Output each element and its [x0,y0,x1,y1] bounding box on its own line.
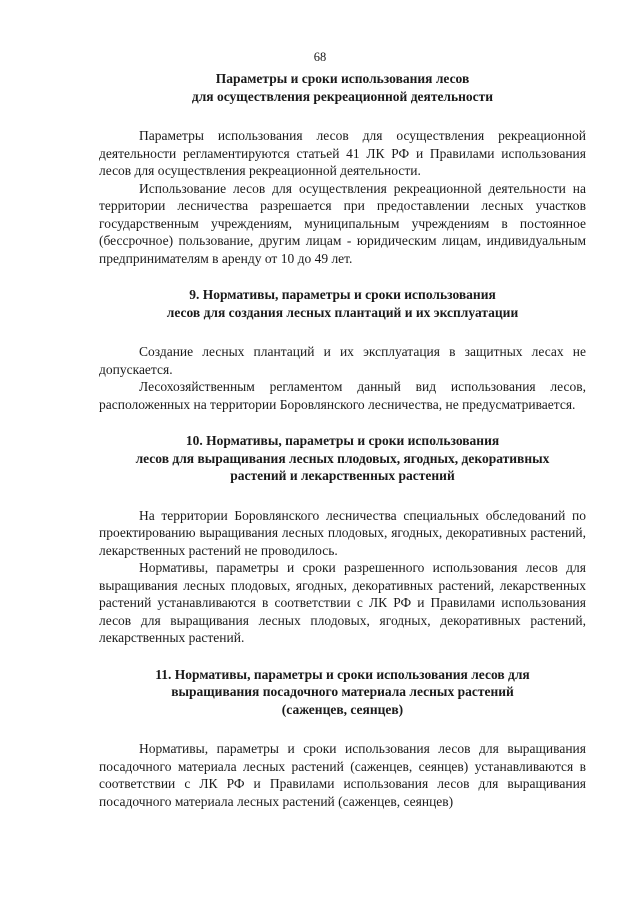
heading-line: лесов для выращивания лесных плодовых, ягодных, декоративных [135,450,550,466]
page-content [99,70,586,810]
heading-line: Параметры и сроки использования лесов [215,71,470,86]
section-9-forest-plantations [99,286,586,413]
section-heading [99,286,586,321]
heading-line: (саженцев, сеянцев) [281,701,404,717]
paragraph: Использование лесов для осуществления рекреационной деятельности на территории лесничества разрешается при предоставлении лесных участков государственным учреждениям, муниципальным учреждениям в постоянное (бессрочное) пользование, другим лицам - юридическим лицам, индивидуальным предпринимателям в аренду от 10 до 49 лет. [99,180,586,266]
section-heading [99,666,586,719]
heading-line: выращивания посадочного материала лесных растений [171,684,514,699]
heading-line: для осуществления рекреационной деятельности [191,88,494,104]
heading-line: 9. Нормативы, параметры и сроки использования [189,287,496,302]
heading-line: 10. Нормативы, параметры и сроки использования [185,433,500,448]
paragraph: Лесохозяйственным регламентом данный вид использования лесов, расположенных на территории Боровлянского лесничества, не предусматривается. [99,379,586,412]
paragraph: Параметры использования лесов для осуществления рекреационной деятельности регламентируются статьей 41 ЛК РФ и Правилами использования лесов для осуществления рекреационной деятельности. [99,128,586,178]
paragraph: Нормативы, параметры и сроки использования лесов для выращивания посадочного материала лесных растений (саженцев, сеянцев) устанавливаются в соответствии с ЛК РФ и Правилами использования лесов для выращивания посадочного материала лесных растений (саженцев, сеянцев) [99,741,586,809]
section-10-fruit-berry-plants [99,432,586,647]
heading-line: растений и лекарственных растений [230,468,455,483]
section-recreation [99,70,586,267]
paragraph: Нормативы, параметры и сроки разрешенного использования лесов для выращивания лесных плодовых, ягодных, декоративных растений, лекарственных растений устанавливаются в соответствии с ЛК РФ и Правилами использования лесов для выращивания лесных плодовых, ягодных, декоративных растений, лекарственных растений. [99,560,586,645]
section-11-planting-material [99,666,586,811]
heading-line: лесов для создания лесных плантаций и их эксплуатации [166,304,519,320]
page-number: 68 [313,50,327,64]
paragraph: На территории Боровлянского лесничества специальных обследований по проектированию выращивания лесных плодовых, ягодных, декоративных растений, лекарственных растений не проводилось. [99,507,586,558]
section-heading [99,432,586,485]
heading-line: 11. Нормативы, параметры и сроки использования лесов для [155,666,530,682]
paragraph: Создание лесных плантаций и их эксплуатация в защитных лесах не допускается. [99,344,586,377]
section-heading [99,70,586,105]
